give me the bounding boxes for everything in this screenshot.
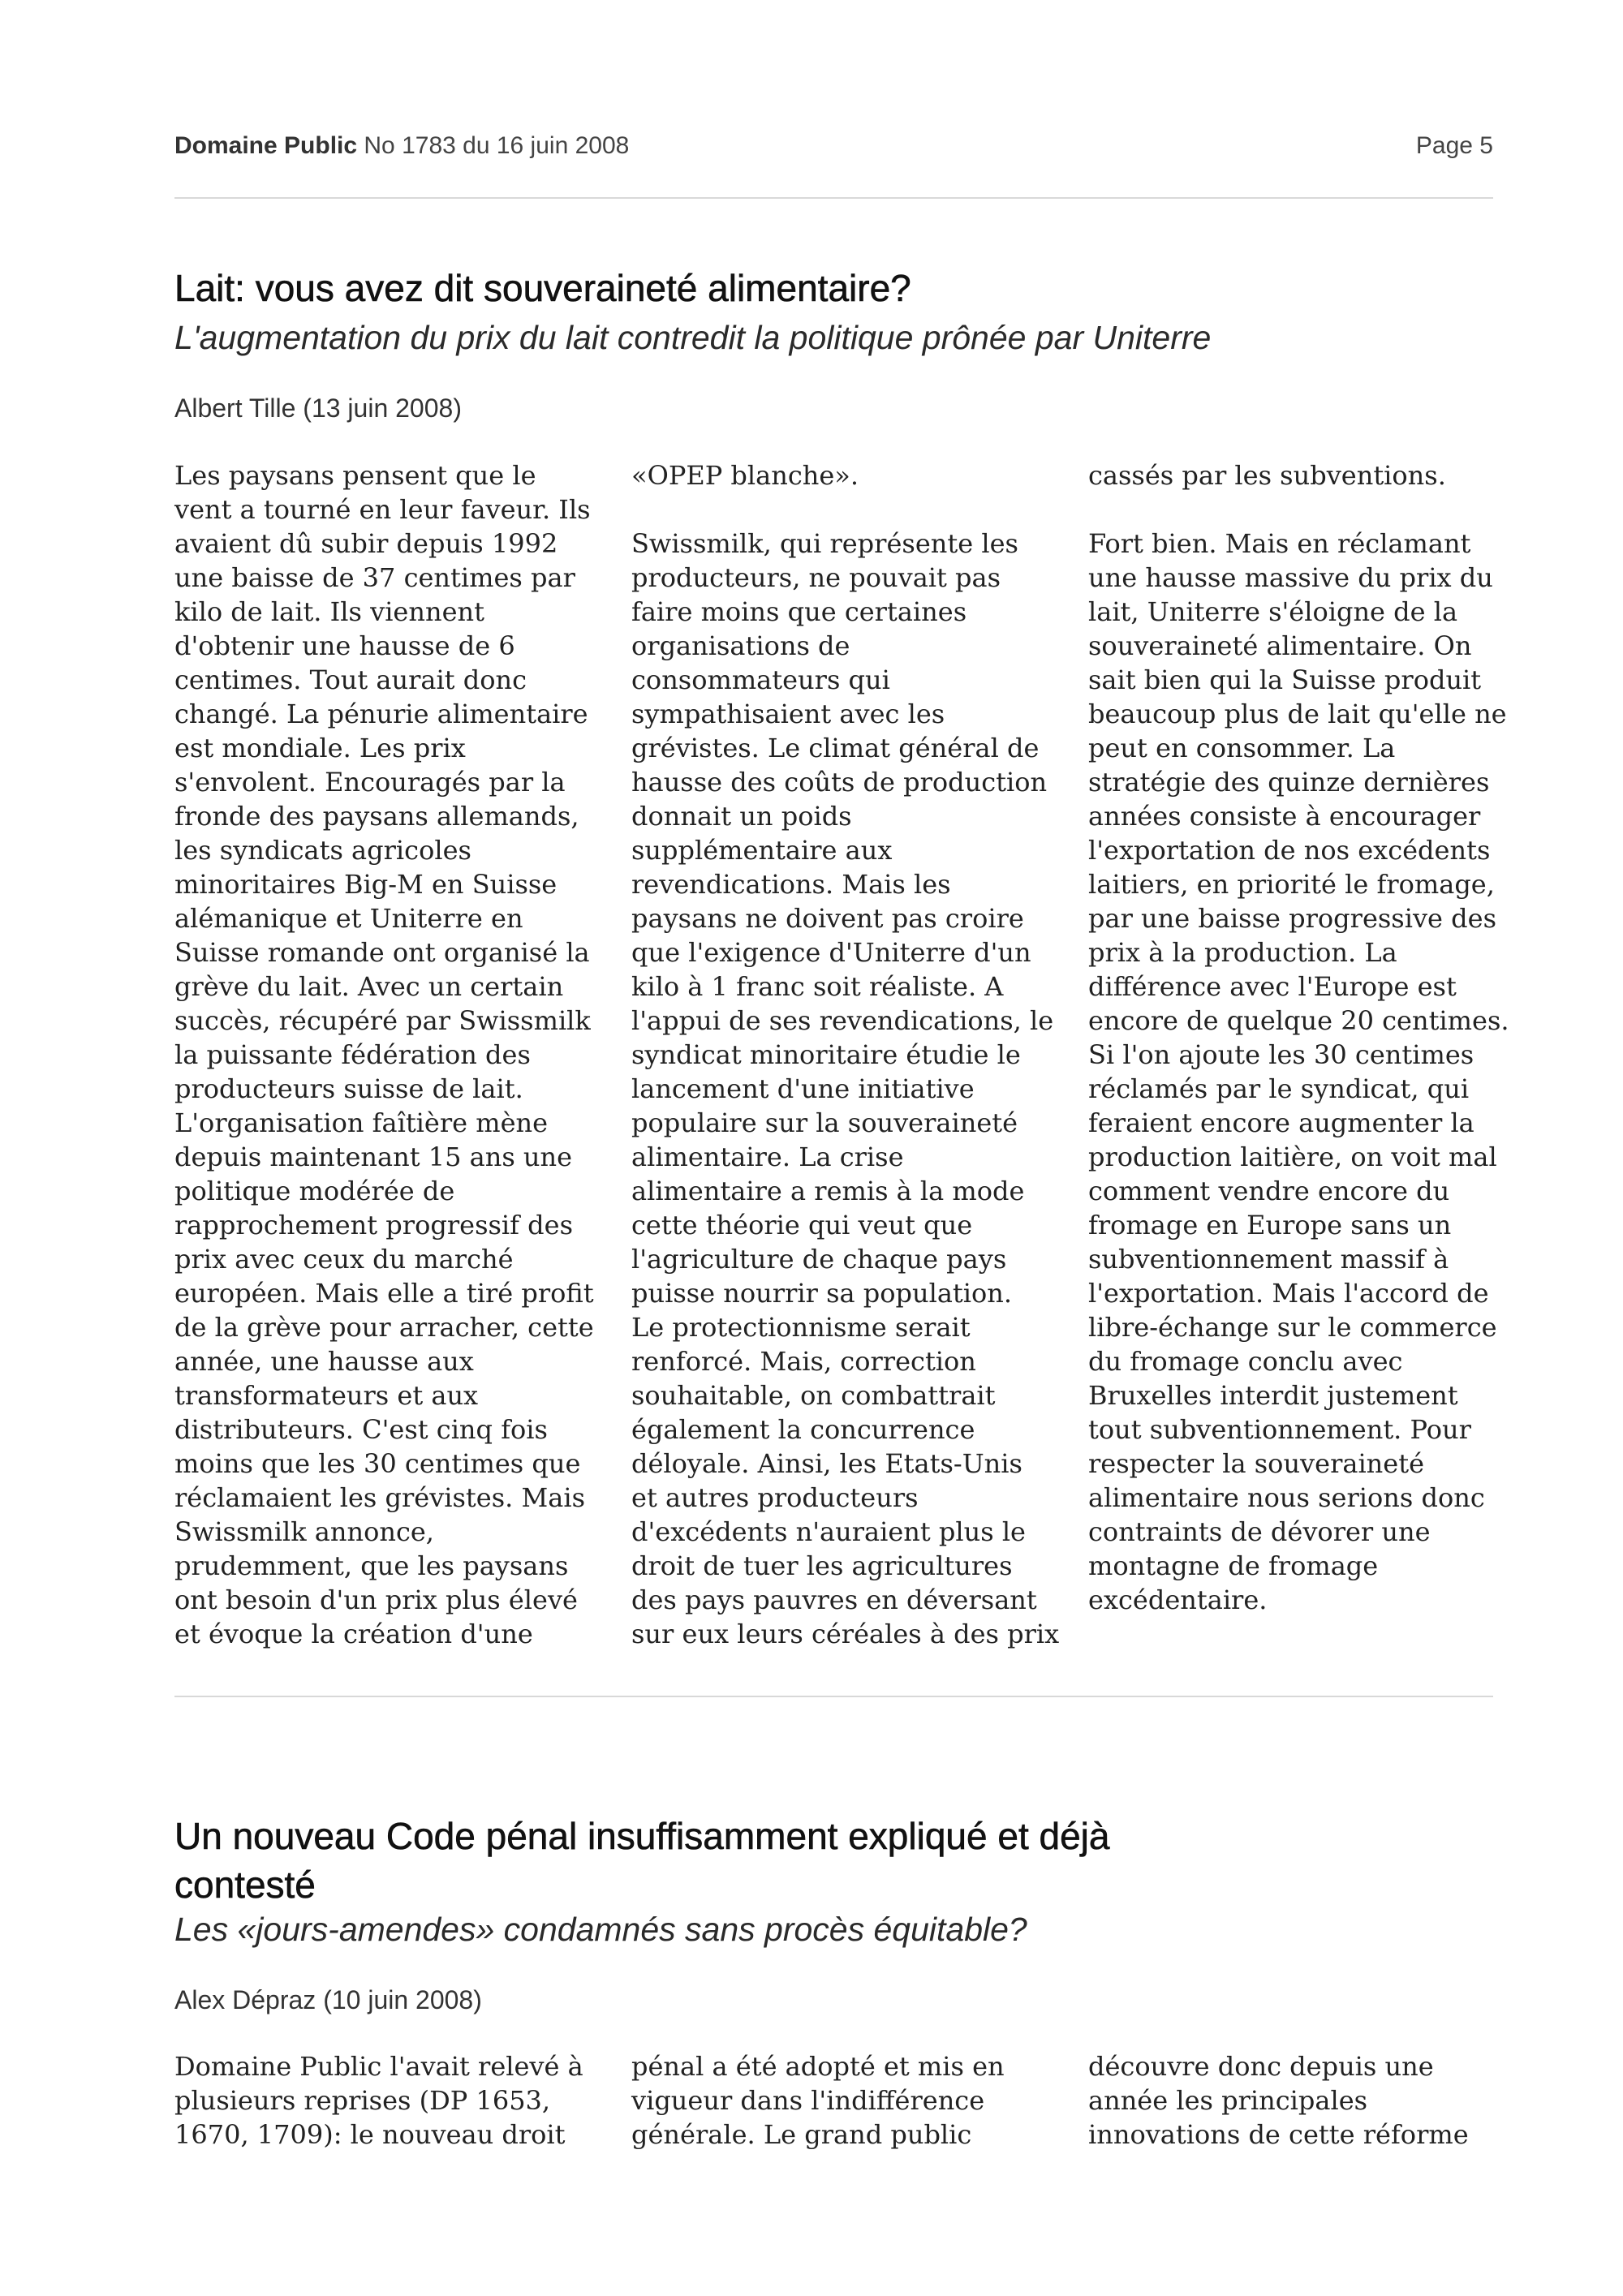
article-column-3 <box>1088 458 1510 1617</box>
text-line: s'envolent. Encouragés par la <box>174 767 566 798</box>
text-line: prudemment, que les paysans <box>174 1550 569 1581</box>
text-line: moins que les 30 centimes que <box>174 1448 581 1479</box>
text-line: sait bien qui la Suisse produit <box>1088 664 1482 695</box>
text-line: consommateurs qui <box>631 664 890 695</box>
text-line: laitiers, en priorité le fromage, <box>1088 869 1495 900</box>
text-line: l'agriculture de chaque pays <box>631 1244 1007 1275</box>
text-line: transformateurs et aux <box>174 1380 479 1411</box>
article-column-2 <box>631 2049 1053 2152</box>
text-line: année, une hausse aux <box>174 1346 474 1377</box>
text-line: Si l'on ajoute les 30 centimes <box>1088 1039 1474 1070</box>
text-line: fronde des paysans allemands, <box>174 801 579 832</box>
article-byline: Albert Tille (13 juin 2008) <box>174 393 462 423</box>
text-line: montagne de fromage <box>1088 1550 1379 1581</box>
text-line: alimentaire a remis à la mode <box>631 1176 1025 1206</box>
text-line: centimes. Tout aurait donc <box>174 664 527 695</box>
text-line: «OPEP blanche». <box>631 460 859 491</box>
text-line: alimentaire. La crise <box>631 1142 904 1172</box>
text-line: L'organisation faîtière mène <box>174 1107 549 1138</box>
text-line: l'exportation. Mais l'accord de <box>1088 1278 1489 1309</box>
text-line: sympathisaient avec les <box>631 699 945 729</box>
text-line: réclamés par le syndicat, qui <box>1088 1073 1470 1104</box>
text-line: souhaitable, on combattrait <box>631 1380 996 1411</box>
text-line: changé. La pénurie alimentaire <box>174 699 588 729</box>
text-line: différence avec l'Europe est <box>1088 971 1457 1002</box>
header-divider <box>174 197 1493 199</box>
text-line: innovations de cette réforme <box>1088 2119 1469 2150</box>
text-line <box>1088 492 1510 527</box>
text-line: souveraineté alimentaire. On <box>1088 630 1472 661</box>
text-line: Fort bien. Mais en réclamant <box>1088 528 1471 559</box>
text-line: organisations de <box>631 630 850 661</box>
text-line: lancement d'une initiative <box>631 1073 975 1104</box>
text-line: pénal a été adopté et mis en <box>631 2051 1005 2082</box>
text-line: Les paysans pensent que le <box>174 460 536 491</box>
text-line: vigueur dans l'indifférence <box>631 2085 985 2116</box>
text-line: donnait un poids <box>631 801 852 832</box>
text-line: faire moins que certaines <box>631 596 967 627</box>
text-line: tout subventionnement. Pour <box>1088 1414 1471 1445</box>
text-line: grévistes. Le climat général de <box>631 733 1040 763</box>
text-line: du fromage conclu avec <box>1088 1346 1403 1377</box>
issue-info: No 1783 du 16 juin 2008 <box>364 132 630 159</box>
text-line: excédentaire. <box>1088 1584 1268 1615</box>
article-divider <box>174 1696 1493 1697</box>
text-line: politique modérée de <box>174 1176 455 1206</box>
text-line: encore de quelque 20 centimes. <box>1088 1005 1509 1036</box>
text-line: cette théorie qui veut que <box>631 1210 973 1240</box>
text-line: découvre donc depuis une <box>1088 2051 1434 2082</box>
article-byline: Alex Dépraz (10 juin 2008) <box>174 1985 482 2014</box>
text-line: kilo à 1 franc soit réaliste. A <box>631 971 1004 1002</box>
article-column-3 <box>1088 2049 1510 2152</box>
text-line: Bruxelles interdit justement <box>1088 1380 1458 1411</box>
text-line: générale. Le grand public <box>631 2119 972 2150</box>
text-line: comment vendre encore du <box>1088 1176 1450 1206</box>
article-title-line: Un nouveau Code pénal insuffisamment expliqué et déjà <box>174 1815 1110 1857</box>
text-line: kilo de lait. Ils viennent <box>174 596 484 627</box>
text-line: succès, récupéré par Swissmilk <box>174 1005 591 1036</box>
text-line: l'appui de ses revendications, le <box>631 1005 1054 1036</box>
text-line: subventionnement massif à <box>1088 1244 1449 1275</box>
text-line: feraient encore augmenter la <box>1088 1107 1474 1138</box>
text-line: réclamaient les grévistes. Mais <box>174 1482 585 1513</box>
text-line: depuis maintenant 15 ans une <box>174 1142 573 1172</box>
article-subtitle: L'augmentation du prix du lait contredit la politique prônée par Uniterre <box>174 319 1212 356</box>
text-line: de la grève pour arracher, cette <box>174 1312 594 1343</box>
text-line: d'excédents n'auraient plus le <box>631 1516 1026 1547</box>
text-line: renforcé. Mais, correction <box>631 1346 976 1377</box>
article-column-1 <box>174 458 596 1651</box>
text-line: vent a tourné en leur faveur. Ils <box>174 494 591 525</box>
page-header <box>174 132 1493 173</box>
publication-name: Domaine Public <box>174 132 358 159</box>
text-line: européen. Mais elle a tiré profit <box>174 1278 594 1309</box>
text-line: fromage en Europe sans un <box>1088 1210 1452 1240</box>
text-line: libre-échange sur le commerce <box>1088 1312 1497 1343</box>
text-line: contraints de dévorer une <box>1088 1516 1431 1547</box>
text-line: puisse nourrir sa population. <box>631 1278 1013 1309</box>
text-line: 1670, 1709): le nouveau droit <box>174 2119 566 2150</box>
text-line: sur eux leurs céréales à des prix <box>631 1619 1060 1649</box>
text-line: ont besoin d'un prix plus élevé <box>174 1584 578 1615</box>
text-line: Swissmilk, qui représente les <box>631 528 1018 559</box>
article-title: Lait: vous avez dit souveraineté alimentaire? <box>174 267 911 309</box>
text-line: les syndicats agricoles <box>174 835 471 866</box>
text-line: l'exportation de nos excédents <box>1088 835 1491 866</box>
text-line: prix avec ceux du marché <box>174 1244 514 1275</box>
text-line: droit de tuer les agricultures <box>631 1550 1013 1581</box>
text-line: revendications. Mais les <box>631 869 951 900</box>
text-line: avaient dû subir depuis 1992 <box>174 528 558 559</box>
page-number: Page 5 <box>1415 132 1493 159</box>
text-line: des pays pauvres en déversant <box>631 1584 1037 1615</box>
text-line: grève du lait. Avec un certain <box>174 971 564 1002</box>
text-line: une baisse de 37 centimes par <box>174 562 575 593</box>
text-line: stratégie des quinze dernières <box>1088 767 1490 798</box>
text-line: producteurs, ne pouvait pas <box>631 562 1001 593</box>
text-line: la puissante fédération des <box>174 1039 531 1070</box>
text-line: également la concurrence <box>631 1414 975 1445</box>
article-subtitle: Les «jours-amendes» condamnés sans procès équitable? <box>174 1911 1027 1948</box>
article-column-1 <box>174 2049 596 2152</box>
text-line: Le protectionnisme serait <box>631 1312 971 1343</box>
article-title <box>174 1812 1493 1909</box>
text-line: beaucoup plus de lait qu'elle ne <box>1088 699 1507 729</box>
text-line: et évoque la création d'une <box>174 1619 533 1649</box>
text-line: production laitière, on voit mal <box>1088 1142 1497 1172</box>
text-line: est mondiale. Les prix <box>174 733 466 763</box>
text-line: par une baisse progressive des <box>1088 903 1496 934</box>
text-line: distributeurs. C'est cinq fois <box>174 1414 548 1445</box>
text-line: populaire sur la souveraineté <box>631 1107 1018 1138</box>
text-line: minoritaires Big-M en Suisse <box>174 869 558 900</box>
text-line: et autres producteurs <box>631 1482 919 1513</box>
text-line: respecter la souveraineté <box>1088 1448 1425 1479</box>
text-line: d'obtenir une hausse de 6 <box>174 630 515 661</box>
text-line: année les principales <box>1088 2085 1368 2116</box>
text-line: déloyale. Ainsi, les Etats-Unis <box>631 1448 1022 1479</box>
text-line: producteurs suisse de lait. <box>174 1073 523 1104</box>
text-line: que l'exigence d'Uniterre d'un <box>631 937 1031 968</box>
text-line: lait, Uniterre s'éloigne de la <box>1088 596 1458 627</box>
text-line: plusieurs reprises (DP 1653, <box>174 2085 551 2116</box>
article-title-line: contesté <box>174 1864 316 1906</box>
text-line: supplémentaire aux <box>631 835 893 866</box>
text-line: prix à la production. La <box>1088 937 1397 968</box>
text-line: alémanique et Uniterre en <box>174 903 523 934</box>
text-line: syndicat minoritaire étudie le <box>631 1039 1021 1070</box>
text-line: Swissmilk annonce, <box>174 1516 434 1547</box>
text-line: hausse des coûts de production <box>631 767 1048 798</box>
text-line: années consiste à encourager <box>1088 801 1481 832</box>
text-line: Suisse romande ont organisé la <box>174 937 590 968</box>
text-line: Domaine Public l'avait relevé à <box>174 2051 583 2082</box>
text-line: rapprochement progressif des <box>174 1210 573 1240</box>
text-line <box>631 492 1053 527</box>
text-line: alimentaire nous serions donc <box>1088 1482 1485 1513</box>
text-line: une hausse massive du prix du <box>1088 562 1493 593</box>
text-line: peut en consommer. La <box>1088 733 1396 763</box>
text-line: paysans ne doivent pas croire <box>631 903 1024 934</box>
text-line: cassés par les subventions. <box>1088 460 1446 491</box>
article-column-2 <box>631 458 1060 1651</box>
